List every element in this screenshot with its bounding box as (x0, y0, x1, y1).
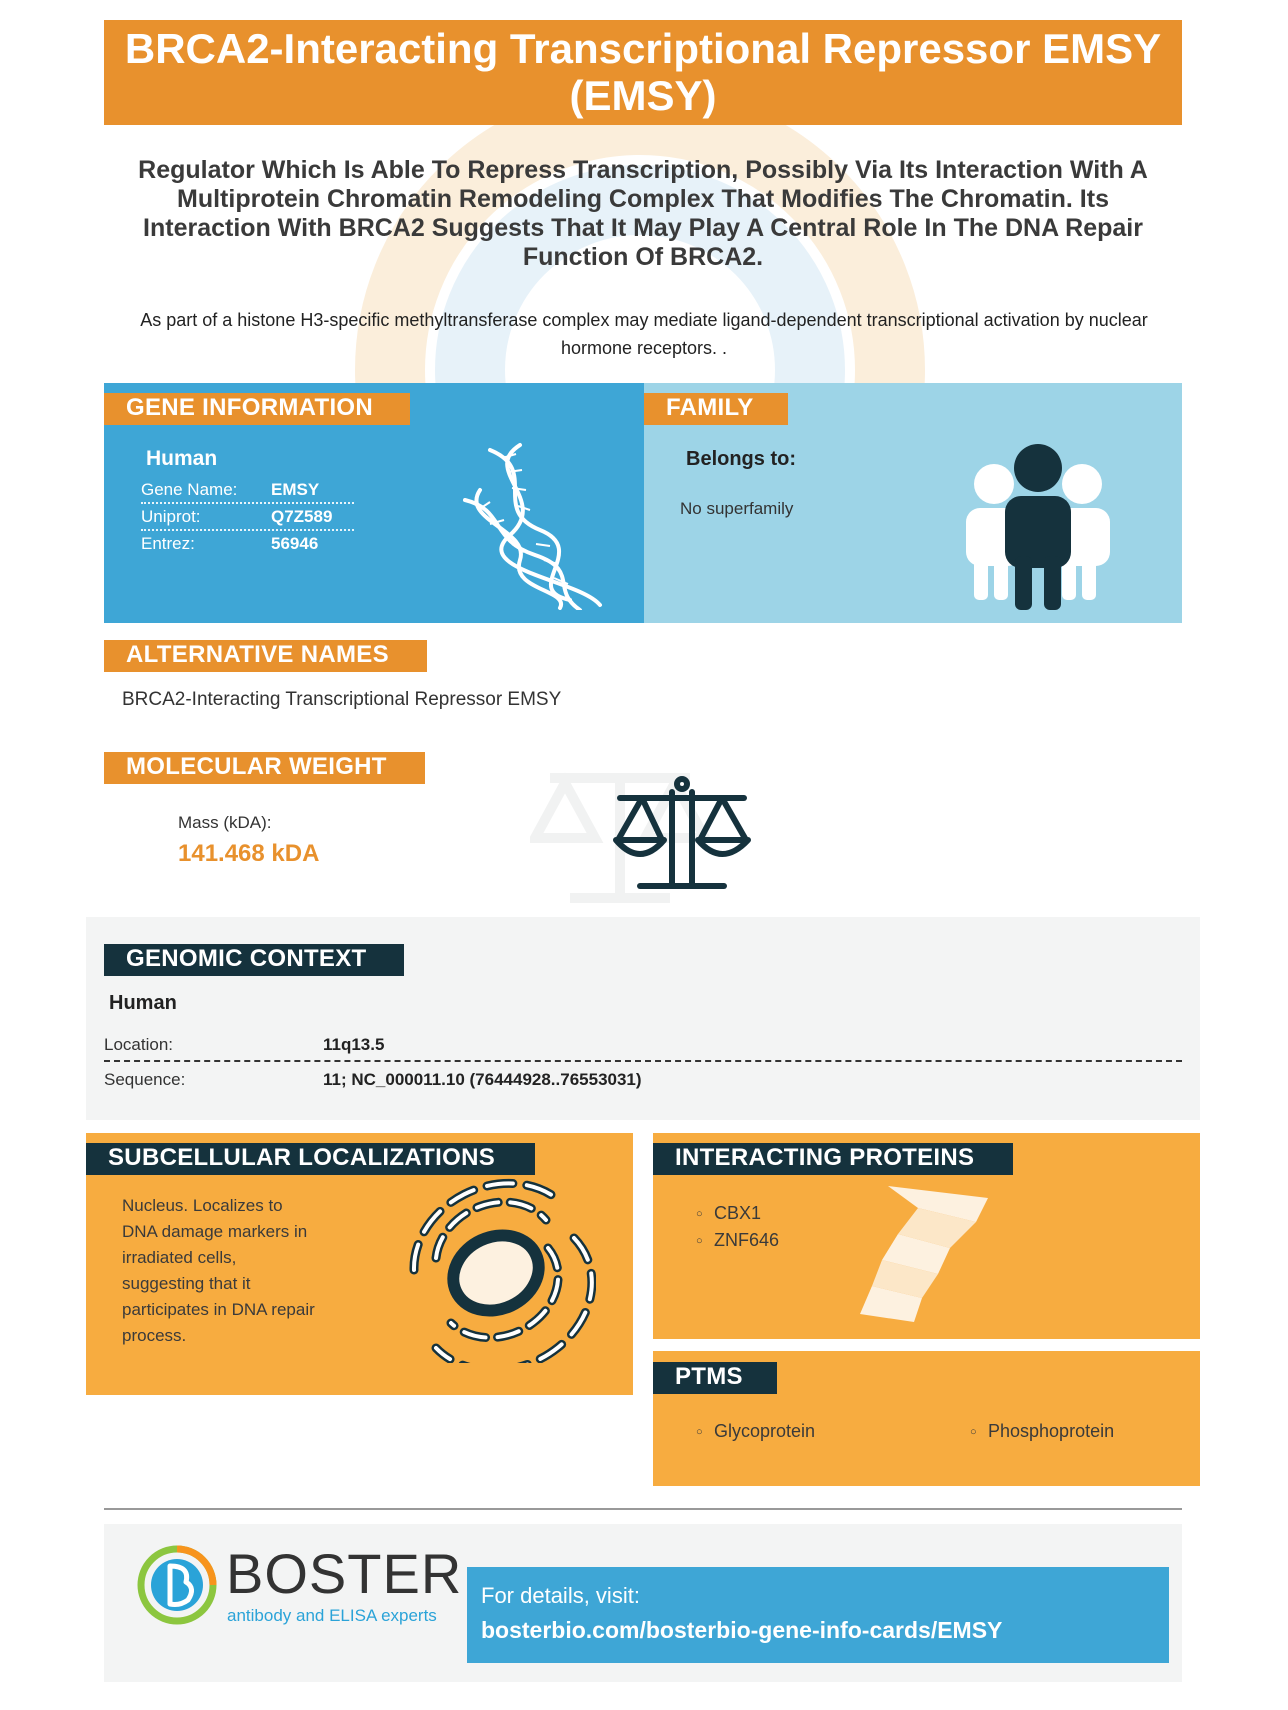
interacting-proteins-heading: INTERACTING PROTEINS (653, 1143, 1013, 1175)
molecular-weight-heading: MOLECULAR WEIGHT (104, 752, 425, 784)
family-value: No superfamily (680, 499, 794, 518)
sequence-value: 11; NC_000011.10 (76444928..76553031) (323, 1070, 642, 1089)
interacting-protein-item: ○ CBX1 (714, 1203, 761, 1224)
subcellular-line: suggesting that it (122, 1274, 251, 1293)
mass-value: 141.468 kDA (178, 840, 320, 867)
interacting-protein-item: ○ ZNF646 (714, 1230, 779, 1251)
people-group-icon (960, 444, 1116, 612)
uniprot-label: Uniprot: (141, 507, 201, 526)
divider (104, 1060, 1182, 1062)
cell-nucleus-icon (396, 1178, 596, 1363)
gene-information-heading: GENE INFORMATION (104, 393, 410, 425)
protein-function-summary: Regulator Which Is Able To Repress Transcription, Possibly Via Its Interaction With A Multiprotein Chromatin Remodeling Complex That Modifies The Chromatin. Its Interaction With BRCA2 Suggests That It May Play A Central Role In The DNA Repair Function Of BRCA2. (138, 156, 1148, 271)
boster-logo-icon (136, 1544, 218, 1626)
subcellular-text (122, 1193, 315, 1349)
mass-label: Mass (kDA): (178, 813, 272, 832)
protein-description: As part of a histone H3-specific methyltransferase complex may mediate ligand-dependent transcriptional activation by nuclear hormone receptors. . (140, 310, 1148, 358)
gene-species: Human (146, 447, 218, 470)
ptm-item: ○ Glycoprotein (714, 1421, 815, 1442)
divider (141, 529, 354, 531)
uniprot-value: Q7Z589 (271, 507, 333, 526)
ptms-heading: PTMS (653, 1362, 777, 1394)
entrez-value: 56946 (271, 534, 319, 553)
gene-name-value: EMSY (271, 480, 320, 499)
location-value: 11q13.5 (323, 1035, 385, 1054)
ptm-item: ○ Phosphoprotein (988, 1421, 1114, 1442)
dna-helix-icon (460, 440, 610, 610)
boster-tagline: antibody and ELISA experts (227, 1606, 437, 1625)
visit-url-link[interactable]: bosterbio.com/bosterbio-gene-info-cards/EMSY (481, 1617, 1003, 1643)
gene-name-label: Gene Name: (141, 480, 238, 499)
page-title: BRCA2-Interacting Transcriptional Repressor EMSY (EMSY) (104, 20, 1182, 125)
subcellular-line: Nucleus. Localizes to (122, 1196, 283, 1215)
balance-scale-icon (612, 776, 752, 892)
genomic-species: Human (109, 992, 177, 1014)
location-label: Location: (104, 1035, 173, 1054)
footer-divider (104, 1508, 1182, 1510)
entrez-label: Entrez: (141, 534, 195, 553)
subcellular-line: irradiated cells, (122, 1248, 237, 1267)
visit-label: For details, visit: (481, 1583, 640, 1608)
subcellular-localizations-heading: SUBCELLULAR LOCALIZATIONS (86, 1143, 535, 1175)
family-heading: FAMILY (644, 393, 788, 425)
protein-ribbon-icon (858, 1178, 994, 1324)
sequence-label: Sequence: (104, 1070, 186, 1089)
genomic-context-heading: GENOMIC CONTEXT (104, 944, 404, 976)
divider (141, 502, 354, 504)
alternative-names-heading: ALTERNATIVE NAMES (104, 640, 427, 672)
alternative-names-value: BRCA2-Interacting Transcriptional Repressor EMSY (122, 689, 562, 710)
belongs-to-label: Belongs to: (686, 448, 796, 470)
subcellular-line: process. (122, 1326, 187, 1345)
subcellular-line: DNA damage markers in (122, 1222, 308, 1241)
subcellular-line: participates in DNA repair (122, 1300, 315, 1319)
visit-link-box[interactable] (467, 1567, 1169, 1663)
boster-brand-name: BOSTER (226, 1542, 463, 1605)
